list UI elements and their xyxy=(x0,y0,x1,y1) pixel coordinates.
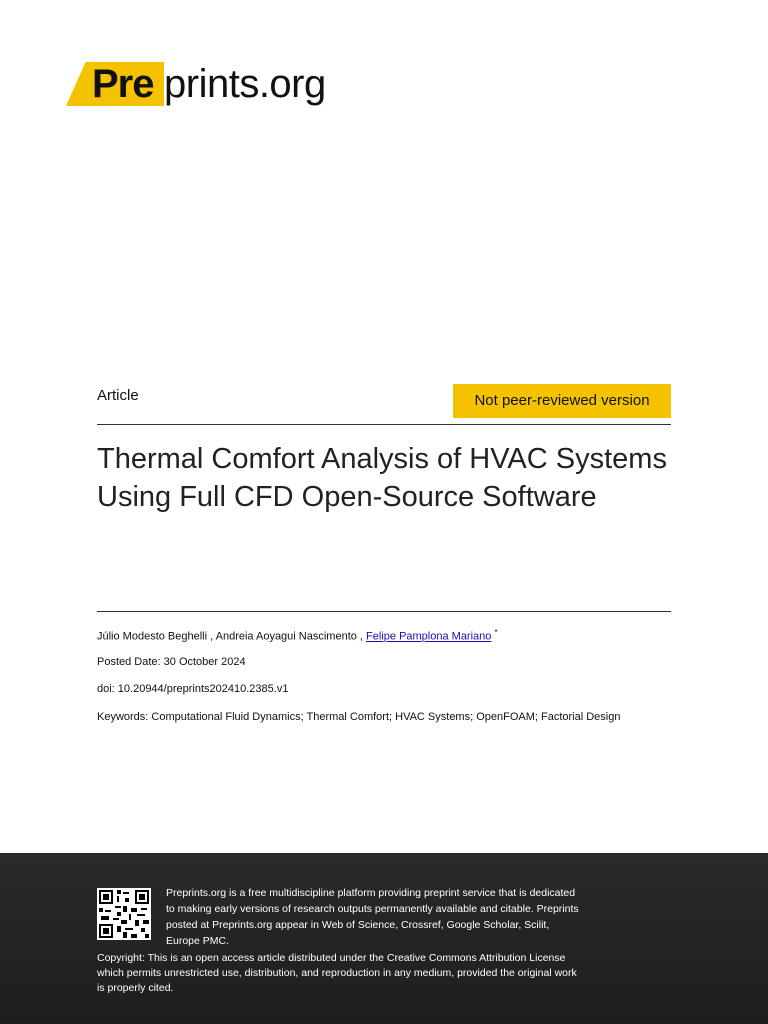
posted-date: Posted Date: 30 October 2024 xyxy=(97,656,246,668)
logo-text-rest: prints.org xyxy=(164,62,326,106)
peer-review-status-badge: Not peer-reviewed version xyxy=(453,384,671,418)
keywords: Keywords: Computational Fluid Dynamics; Thermal Comfort; HVAC Systems; OpenFOAM; Factorial Design xyxy=(97,711,621,723)
preprints-logo[interactable] xyxy=(66,62,366,108)
divider-bottom xyxy=(97,611,671,612)
qr-code-icon[interactable] xyxy=(97,888,151,940)
divider-top xyxy=(97,424,671,425)
logo-text-pre: Pre xyxy=(92,62,154,106)
authors-line xyxy=(97,628,498,643)
authors-plain: Júlio Modesto Beghelli , Andreia Aoyagui Nascimento , xyxy=(97,630,367,643)
doi[interactable]: doi: 10.20944/preprints202410.2385.v1 xyxy=(97,683,289,695)
corresponding-author-mark: * xyxy=(494,628,498,637)
paper-title: Thermal Comfort Analysis of HVAC Systems Using Full CFD Open-Source Software xyxy=(97,443,667,513)
article-type-label: Article xyxy=(97,387,139,404)
footer-copyright-text: Copyright: This is an open access article distributed under the Creative Commons Attribution License which permits unrestricted use, distribution, and reproduction in any medium, provided the original work is properly cited. xyxy=(97,952,577,994)
author-link[interactable]: Felipe Pamplona Mariano xyxy=(366,630,492,643)
footer-about-text: Preprints.org is a free multidiscipline platform providing preprint service that is dedicated to making early versions of research outputs permanently available and citable. Preprints posted at Preprints.org appear in Web of Science, Crossref, Google Scholar, Scilit, Europe PMC. xyxy=(166,887,579,947)
